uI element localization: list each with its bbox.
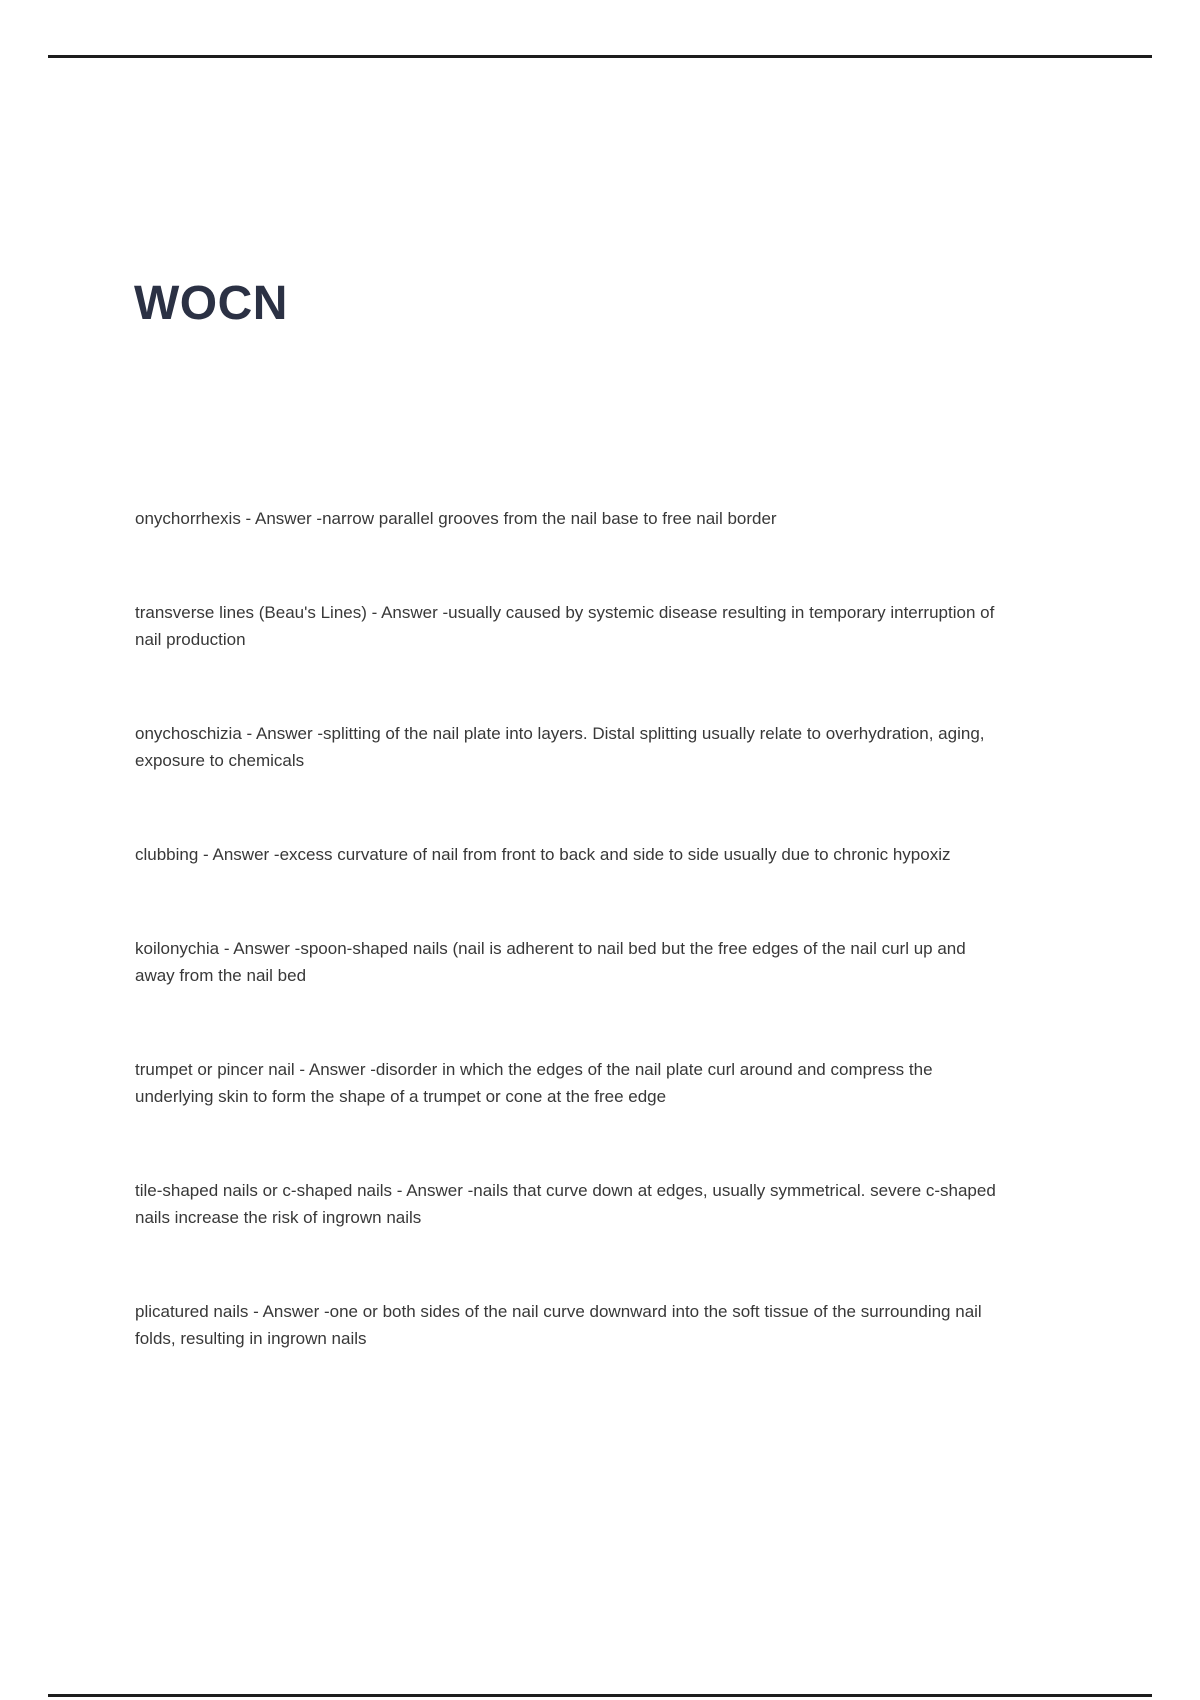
- page-title: WOCN: [134, 277, 288, 330]
- qa-paragraph: tile-shaped nails or c-shaped nails - Answer -nails that curve down at edges, usually symmetrical. severe c-shaped nails increase the risk of ingrown nails: [135, 1181, 996, 1227]
- qa-paragraph: clubbing - Answer -excess curvature of nail from front to back and side to side usually due to chronic hypoxiz: [135, 845, 951, 864]
- qa-paragraph: onychoschizia - Answer -splitting of the nail plate into layers. Distal splitting usually relate to overhydration, aging, exposure to chemicals: [135, 724, 985, 770]
- qa-paragraph: koilonychia - Answer -spoon-shaped nails (nail is adherent to nail bed but the free edges of the nail curl up and away from the nail bed: [135, 939, 966, 985]
- qa-paragraph: onychorrhexis - Answer -narrow parallel grooves from the nail base to free nail border: [135, 509, 777, 528]
- top-divider: [48, 55, 1152, 58]
- bottom-divider: [48, 1694, 1152, 1697]
- qa-paragraph: transverse lines (Beau's Lines) - Answer -usually caused by systemic disease resulting in temporary interruption of nail production: [135, 603, 995, 649]
- qa-paragraph: plicatured nails - Answer -one or both sides of the nail curve downward into the soft tissue of the surrounding nail folds, resulting in ingrown nails: [135, 1302, 982, 1348]
- qa-list: [135, 505, 1010, 1419]
- qa-paragraph: trumpet or pincer nail - Answer -disorder in which the edges of the nail plate curl around and compress the underlying skin to form the shape of a trumpet or cone at the free edge: [135, 1060, 933, 1106]
